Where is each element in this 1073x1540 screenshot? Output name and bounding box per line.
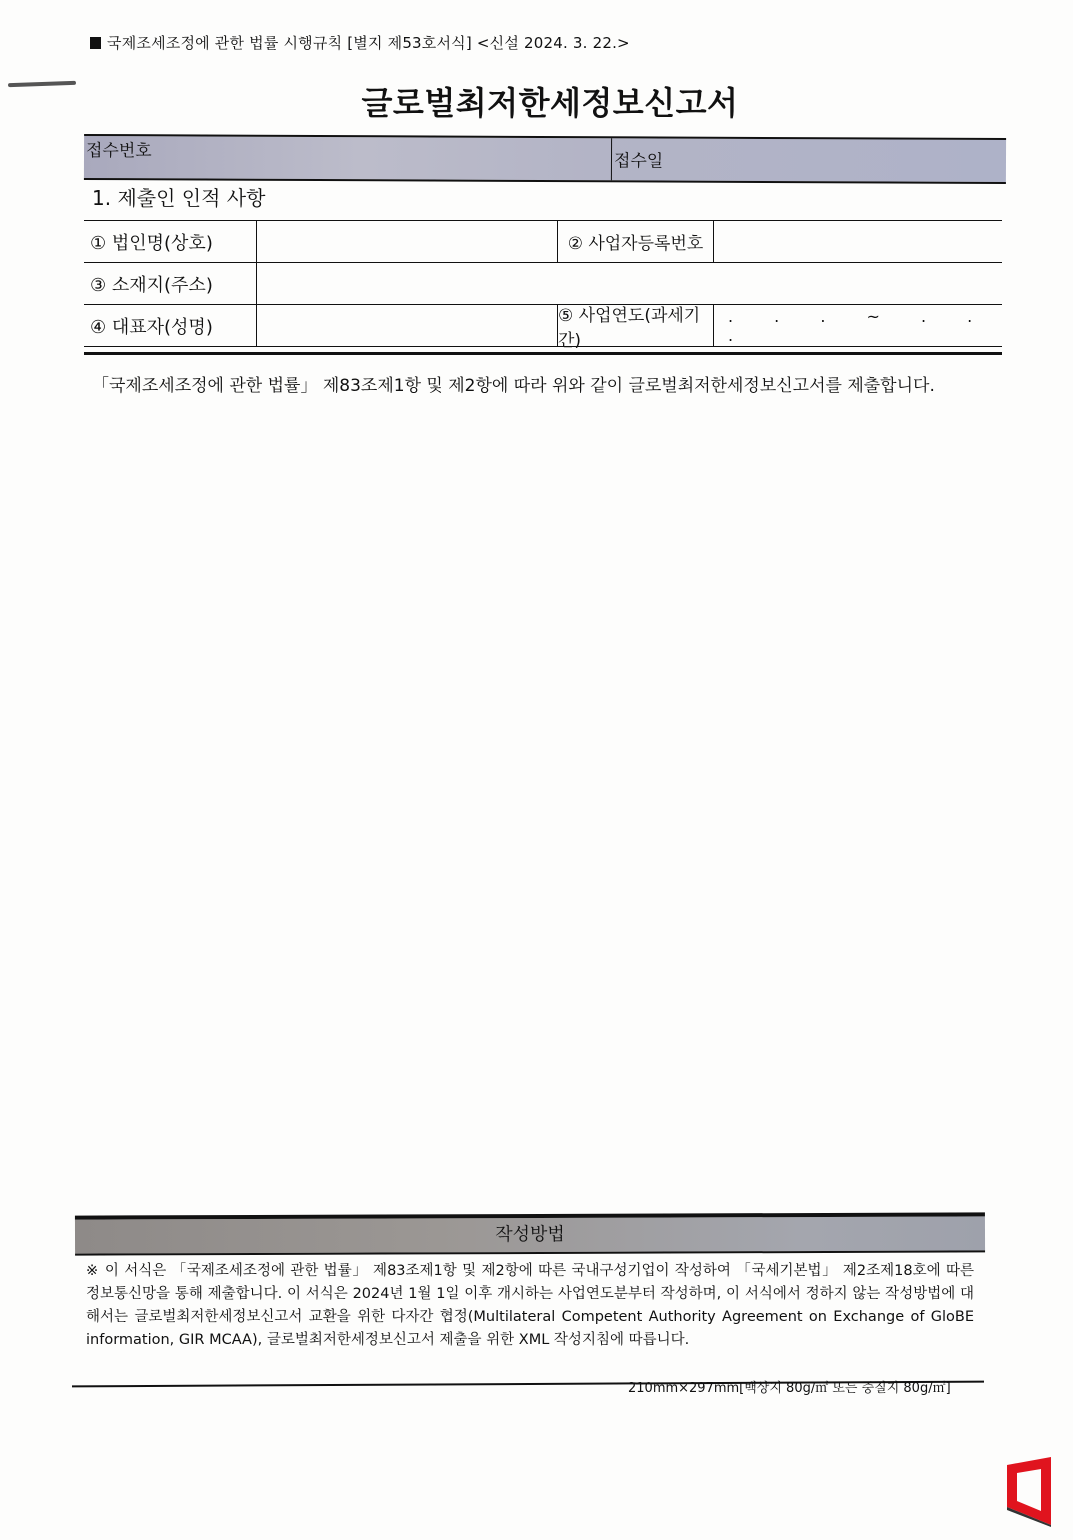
corp-name-label: ① 법인명(상호) (84, 221, 257, 262)
receipt-number-label: 접수번호 (85, 140, 152, 162)
form-reference: 국제조세조정에 관한 법률 시행규칙 [별지 제53호서식] <신설 2024. 3. 22.> (90, 32, 630, 53)
square-bullet-icon (90, 37, 101, 49)
table-row (84, 304, 1002, 351)
instructions-text: 이 서식은 「국제조세조정에 관한 법률」 제83조제1항 및 제2항에 따른 국내구성기업이 작성하여 「국세기본법」 제2조제18호에 따른 정보통신망을 통해 제출합니다. 이 서식은 2024년 1월 1일 이후 개시하는 사업연도분부터 작성하며, 이 서식에서 정하지 않는 작성방법에 대해서는 글로벌최저한세정보신고서 교환을 위한 다자간 협정(Multilateral Competent Authority Agreement on Exchange of GloBE information, GIR MCAA), 글로벌최저한세정보신고서 제출을 위한 XML 작성지침에 따릅니다. (86, 1263, 974, 1348)
submitter-table (84, 220, 1002, 351)
table-row (84, 220, 1002, 262)
instructions-body (86, 1260, 974, 1352)
receipt-date-field[interactable] (612, 138, 1006, 182)
paper-spec: 210mm×297mm[백상지 80g/㎡ 또는 중질지 80g/㎡] (628, 1381, 951, 1396)
representative-input[interactable] (257, 305, 557, 346)
receipt-number-field[interactable] (84, 136, 612, 180)
reference-mark-icon: ※ (86, 1263, 99, 1279)
submission-statement: 「국제조세조정에 관한 법률」 제83조제1항 및 제2항에 따라 위와 같이 글로벌최저한세정보신고서를 제출합니다. (92, 376, 935, 396)
address-label: ③ 소재지(주소) (84, 263, 257, 304)
brand-logo-icon (1003, 1455, 1055, 1527)
fiscal-year-label: ⑤ 사업연도(과세기간) (557, 305, 714, 346)
biz-reg-no-input[interactable] (714, 221, 1002, 262)
receipt-box (84, 134, 1006, 184)
page-title: 글로벌최저한세정보신고서 (361, 84, 739, 122)
representative-label: ④ 대표자(성명) (84, 305, 257, 346)
biz-reg-no-label: ② 사업자등록번호 (557, 221, 714, 262)
receipt-date-label: 접수일 (613, 151, 664, 172)
table-row (84, 262, 1002, 304)
instructions-header: 작성방법 (75, 1212, 985, 1255)
corp-name-input[interactable] (257, 221, 557, 262)
section-title: 1. 제출인 인적 사항 (92, 186, 266, 210)
address-input[interactable] (257, 263, 1002, 304)
divider (84, 352, 1002, 355)
fiscal-year-input[interactable]: . . . ~ . . . (728, 306, 991, 345)
